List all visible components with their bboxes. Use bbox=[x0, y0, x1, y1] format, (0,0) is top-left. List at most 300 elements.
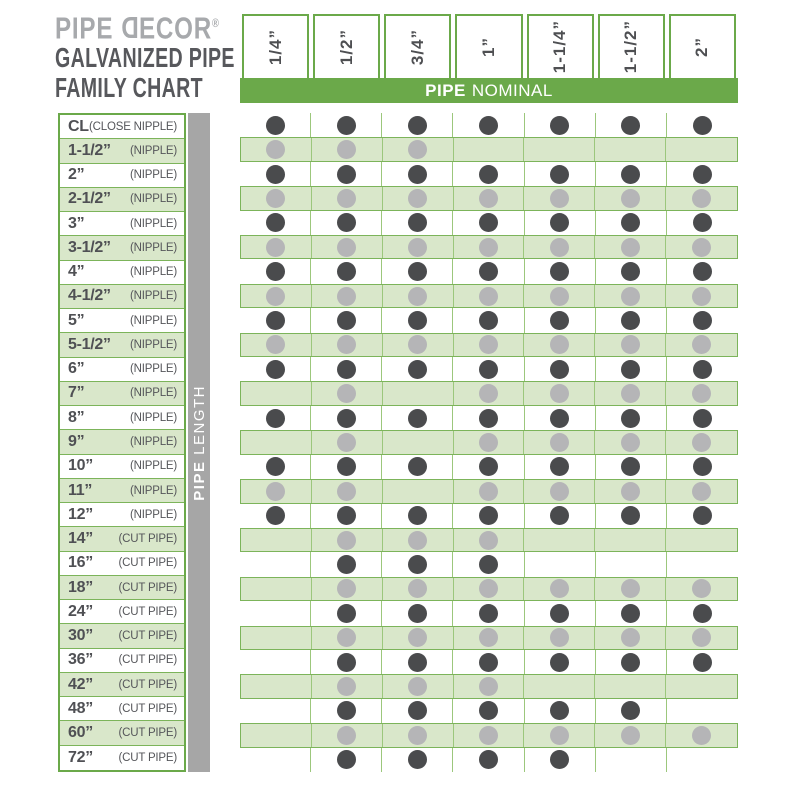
pipe-nominal-column-headers bbox=[240, 14, 738, 78]
dot-cell bbox=[667, 748, 738, 772]
dark-availability-dot bbox=[479, 409, 498, 428]
dot-cell bbox=[311, 113, 382, 137]
dot-cell bbox=[240, 259, 311, 283]
row-kind-label: (NIPPLE) bbox=[130, 266, 177, 279]
dark-availability-dot bbox=[408, 262, 427, 281]
dark-availability-dot bbox=[479, 701, 498, 720]
dot-cell bbox=[383, 675, 454, 697]
light-availability-dot bbox=[408, 531, 427, 550]
dot-cell bbox=[240, 601, 311, 625]
light-availability-dot bbox=[408, 677, 427, 696]
row-kind-label: (NIPPLE) bbox=[130, 217, 177, 230]
dot-cell bbox=[667, 162, 738, 186]
dot-cell bbox=[454, 675, 525, 697]
dark-availability-dot bbox=[266, 506, 285, 525]
dark-availability-dot bbox=[550, 262, 569, 281]
column-header-cell bbox=[313, 14, 380, 78]
dark-availability-dot bbox=[408, 701, 427, 720]
dark-availability-dot bbox=[337, 409, 356, 428]
column-header-cell bbox=[598, 14, 665, 78]
row-length-label: 72” bbox=[68, 748, 93, 766]
dark-availability-dot bbox=[479, 116, 498, 135]
dot-cell bbox=[311, 601, 382, 625]
light-availability-dot bbox=[337, 482, 356, 501]
dot-cell bbox=[667, 699, 738, 723]
light-availability-dot bbox=[479, 238, 498, 257]
row-length-label: 5-1/2” bbox=[68, 335, 111, 353]
row-length-label: 3” bbox=[68, 214, 85, 232]
row-kind-label: (NIPPLE) bbox=[130, 338, 177, 351]
dot-cell bbox=[666, 675, 737, 697]
dot-cell bbox=[525, 552, 596, 576]
dark-availability-dot bbox=[479, 165, 498, 184]
row-kind-label: (NIPPLE) bbox=[130, 169, 177, 182]
dot-cell bbox=[595, 382, 666, 404]
light-availability-dot bbox=[337, 189, 356, 208]
dot-cell bbox=[382, 699, 453, 723]
dot-cell bbox=[382, 455, 453, 479]
dot-cell bbox=[382, 748, 453, 772]
dot-cell bbox=[596, 504, 667, 528]
dot-row bbox=[240, 259, 738, 283]
mirrored-d-glyph: D bbox=[120, 10, 139, 46]
dot-cell bbox=[595, 334, 666, 356]
light-availability-dot bbox=[479, 677, 498, 696]
dot-cell bbox=[383, 529, 454, 551]
dark-availability-dot bbox=[693, 360, 712, 379]
light-availability-dot bbox=[479, 531, 498, 550]
dark-availability-dot bbox=[621, 653, 640, 672]
dark-availability-dot bbox=[337, 213, 356, 232]
row-kind-label: (NIPPLE) bbox=[130, 508, 177, 521]
dot-cell bbox=[524, 236, 595, 258]
dark-availability-dot bbox=[621, 360, 640, 379]
dot-cell bbox=[312, 431, 383, 453]
light-availability-dot bbox=[550, 433, 569, 452]
light-availability-dot bbox=[479, 726, 498, 745]
dot-cell bbox=[454, 480, 525, 502]
dot-cell bbox=[667, 308, 738, 332]
dot-row bbox=[240, 552, 738, 576]
dot-cell bbox=[595, 480, 666, 502]
dot-cell bbox=[241, 627, 312, 649]
dot-cell bbox=[667, 601, 738, 625]
dot-row bbox=[240, 235, 738, 259]
light-availability-dot bbox=[621, 384, 640, 403]
dot-cell bbox=[382, 308, 453, 332]
row-label bbox=[60, 455, 184, 479]
dot-cell bbox=[311, 552, 382, 576]
dot-cell bbox=[666, 285, 737, 307]
dot-cell bbox=[454, 724, 525, 746]
dot-cell bbox=[241, 334, 312, 356]
light-availability-dot bbox=[692, 189, 711, 208]
row-label bbox=[60, 673, 184, 697]
dot-cell bbox=[453, 259, 524, 283]
light-availability-dot bbox=[550, 579, 569, 598]
dark-availability-dot bbox=[479, 360, 498, 379]
dot-cell bbox=[595, 236, 666, 258]
dot-cell bbox=[453, 113, 524, 137]
dot-cell bbox=[524, 285, 595, 307]
dot-cell bbox=[240, 504, 311, 528]
light-availability-dot bbox=[692, 579, 711, 598]
row-kind-label: (NIPPLE) bbox=[130, 193, 177, 206]
row-length-label: 14” bbox=[68, 530, 93, 548]
dot-cell bbox=[311, 162, 382, 186]
dot-cell bbox=[383, 724, 454, 746]
dot-cell bbox=[525, 162, 596, 186]
row-length-label: 12” bbox=[68, 505, 93, 523]
dot-cell bbox=[666, 627, 737, 649]
dot-cell bbox=[524, 138, 595, 160]
dot-cell bbox=[241, 431, 312, 453]
dot-cell bbox=[454, 578, 525, 600]
dot-cell bbox=[524, 627, 595, 649]
row-kind-label: (NIPPLE) bbox=[130, 484, 177, 497]
chart-title-line-2: FAMILY CHART bbox=[55, 72, 203, 104]
dark-availability-dot bbox=[693, 116, 712, 135]
dark-availability-dot bbox=[337, 701, 356, 720]
dot-cell bbox=[312, 187, 383, 209]
row-length-label: 6” bbox=[68, 360, 85, 378]
dot-cell bbox=[666, 382, 737, 404]
dot-cell bbox=[311, 308, 382, 332]
dark-availability-dot bbox=[337, 604, 356, 623]
dark-availability-dot bbox=[550, 653, 569, 672]
light-availability-dot bbox=[266, 287, 285, 306]
light-availability-dot bbox=[479, 335, 498, 354]
light-availability-dot bbox=[692, 238, 711, 257]
chart-title-line-1: GALVANIZED PIPE bbox=[55, 42, 235, 74]
dot-row bbox=[240, 504, 738, 528]
dot-cell bbox=[524, 675, 595, 697]
dark-availability-dot bbox=[337, 165, 356, 184]
dot-cell bbox=[524, 431, 595, 453]
row-label bbox=[60, 721, 184, 745]
dot-cell bbox=[453, 308, 524, 332]
dot-cell bbox=[453, 162, 524, 186]
dot-cell bbox=[312, 529, 383, 551]
dot-row bbox=[240, 211, 738, 235]
dark-availability-dot bbox=[337, 653, 356, 672]
dot-cell bbox=[240, 455, 311, 479]
dot-cell bbox=[454, 285, 525, 307]
row-kind-label: (NIPPLE) bbox=[130, 241, 177, 254]
dot-cell bbox=[383, 236, 454, 258]
column-header-cell bbox=[669, 14, 736, 78]
light-availability-dot bbox=[550, 287, 569, 306]
dot-cell bbox=[311, 259, 382, 283]
dot-cell bbox=[525, 601, 596, 625]
row-label bbox=[60, 115, 184, 139]
row-kind-label: (CUT PIPE) bbox=[118, 702, 177, 715]
row-label bbox=[60, 624, 184, 648]
logo-text-prefix: PIPE bbox=[55, 10, 121, 46]
light-availability-dot bbox=[692, 384, 711, 403]
dot-cell bbox=[454, 431, 525, 453]
dark-availability-dot bbox=[266, 311, 285, 330]
dot-cell bbox=[667, 357, 738, 381]
dark-availability-dot bbox=[479, 262, 498, 281]
light-availability-dot bbox=[408, 287, 427, 306]
row-kind-label: (CUT PIPE) bbox=[118, 630, 177, 643]
dark-availability-dot bbox=[266, 165, 285, 184]
dot-cell bbox=[595, 431, 666, 453]
dot-cell bbox=[525, 357, 596, 381]
light-availability-dot bbox=[337, 238, 356, 257]
column-header-cell bbox=[455, 14, 522, 78]
dot-cell bbox=[667, 552, 738, 576]
dot-row bbox=[240, 479, 738, 503]
dot-cell bbox=[240, 162, 311, 186]
light-availability-dot bbox=[621, 433, 640, 452]
dot-cell bbox=[383, 138, 454, 160]
dot-cell bbox=[312, 480, 383, 502]
column-header-label: 1/2” bbox=[336, 28, 356, 66]
row-length-label: 30” bbox=[68, 627, 93, 645]
light-availability-dot bbox=[550, 335, 569, 354]
light-availability-dot bbox=[692, 433, 711, 452]
dot-cell bbox=[524, 187, 595, 209]
dot-row bbox=[240, 748, 738, 772]
dot-cell bbox=[241, 138, 312, 160]
column-header-label: 1” bbox=[478, 37, 498, 57]
dot-cell bbox=[596, 162, 667, 186]
row-length-label: 4” bbox=[68, 263, 85, 281]
dot-cell bbox=[524, 480, 595, 502]
dot-cell bbox=[383, 627, 454, 649]
row-kind-label: (NIPPLE) bbox=[130, 435, 177, 448]
dot-cell bbox=[454, 187, 525, 209]
dot-cell bbox=[311, 211, 382, 235]
dot-cell bbox=[454, 138, 525, 160]
light-availability-dot bbox=[337, 531, 356, 550]
dot-cell bbox=[241, 529, 312, 551]
light-availability-dot bbox=[550, 482, 569, 501]
dot-cell bbox=[240, 699, 311, 723]
dot-cell bbox=[595, 675, 666, 697]
dark-availability-dot bbox=[550, 360, 569, 379]
light-availability-dot bbox=[621, 482, 640, 501]
dot-cell bbox=[595, 578, 666, 600]
dot-cell bbox=[241, 480, 312, 502]
pipe-length-axis-bar bbox=[188, 113, 210, 772]
row-length-label: 2-1/2” bbox=[68, 190, 111, 208]
dot-cell bbox=[453, 650, 524, 674]
dot-cell bbox=[312, 382, 383, 404]
dark-availability-dot bbox=[550, 701, 569, 720]
light-availability-dot bbox=[479, 579, 498, 598]
row-kind-label: (CUT PIPE) bbox=[118, 727, 177, 740]
dot-row bbox=[240, 455, 738, 479]
pipe-length-label-bold: PIPE bbox=[190, 460, 208, 501]
light-availability-dot bbox=[621, 287, 640, 306]
dot-cell bbox=[240, 650, 311, 674]
dot-cell bbox=[524, 382, 595, 404]
dot-cell bbox=[525, 455, 596, 479]
dark-availability-dot bbox=[408, 457, 427, 476]
dark-availability-dot bbox=[550, 409, 569, 428]
dot-cell bbox=[241, 578, 312, 600]
light-availability-dot bbox=[266, 482, 285, 501]
dark-availability-dot bbox=[266, 457, 285, 476]
row-label bbox=[60, 382, 184, 406]
dot-cell bbox=[595, 285, 666, 307]
light-availability-dot bbox=[550, 189, 569, 208]
row-label bbox=[60, 746, 184, 770]
dot-cell bbox=[312, 675, 383, 697]
row-length-label: 8” bbox=[68, 408, 85, 426]
dot-cell bbox=[453, 601, 524, 625]
dark-availability-dot bbox=[621, 701, 640, 720]
dot-cell bbox=[241, 236, 312, 258]
dark-availability-dot bbox=[408, 750, 427, 769]
light-availability-dot bbox=[337, 287, 356, 306]
row-label bbox=[60, 576, 184, 600]
dark-availability-dot bbox=[337, 457, 356, 476]
dot-cell bbox=[383, 382, 454, 404]
dot-cell bbox=[312, 285, 383, 307]
dot-cell bbox=[311, 504, 382, 528]
dark-availability-dot bbox=[266, 116, 285, 135]
light-availability-dot bbox=[621, 579, 640, 598]
dark-availability-dot bbox=[408, 555, 427, 574]
dot-cell bbox=[596, 699, 667, 723]
dark-availability-dot bbox=[408, 360, 427, 379]
light-availability-dot bbox=[692, 335, 711, 354]
dark-availability-dot bbox=[550, 213, 569, 232]
dot-row bbox=[240, 284, 738, 308]
pipe-nominal-label-bold: PIPE bbox=[425, 80, 466, 100]
dot-cell bbox=[382, 357, 453, 381]
light-availability-dot bbox=[266, 238, 285, 257]
row-length-label: 60” bbox=[68, 724, 93, 742]
dot-row bbox=[240, 186, 738, 210]
dot-cell bbox=[596, 259, 667, 283]
row-length-label: 24” bbox=[68, 602, 93, 620]
light-availability-dot bbox=[550, 628, 569, 647]
dot-cell bbox=[525, 113, 596, 137]
row-label bbox=[60, 285, 184, 309]
dot-cell bbox=[525, 259, 596, 283]
dot-cell bbox=[525, 699, 596, 723]
light-availability-dot bbox=[550, 726, 569, 745]
dark-availability-dot bbox=[621, 409, 640, 428]
light-availability-dot bbox=[621, 726, 640, 745]
row-label bbox=[60, 527, 184, 551]
dot-cell bbox=[525, 211, 596, 235]
dot-cell bbox=[241, 382, 312, 404]
dark-availability-dot bbox=[479, 213, 498, 232]
column-header-cell bbox=[527, 14, 594, 78]
dark-availability-dot bbox=[337, 311, 356, 330]
dot-cell bbox=[596, 308, 667, 332]
dark-availability-dot bbox=[337, 506, 356, 525]
row-length-label: 7” bbox=[68, 384, 85, 402]
dark-availability-dot bbox=[621, 165, 640, 184]
dot-cell bbox=[666, 480, 737, 502]
dot-cell bbox=[241, 675, 312, 697]
dot-cell bbox=[311, 748, 382, 772]
row-kind-label: (NIPPLE) bbox=[130, 460, 177, 473]
dot-cell bbox=[596, 211, 667, 235]
dark-availability-dot bbox=[621, 213, 640, 232]
light-availability-dot bbox=[408, 140, 427, 159]
dark-availability-dot bbox=[550, 165, 569, 184]
dot-cell bbox=[525, 406, 596, 430]
dot-cell bbox=[241, 724, 312, 746]
light-availability-dot bbox=[550, 238, 569, 257]
light-availability-dot bbox=[621, 189, 640, 208]
dot-cell bbox=[240, 552, 311, 576]
light-availability-dot bbox=[408, 189, 427, 208]
row-kind-label: (CUT PIPE) bbox=[118, 581, 177, 594]
dot-cell bbox=[667, 113, 738, 137]
dot-row bbox=[240, 113, 738, 137]
dot-row bbox=[240, 333, 738, 357]
dot-cell bbox=[382, 504, 453, 528]
row-length-label: 5” bbox=[68, 311, 85, 329]
dot-cell bbox=[311, 650, 382, 674]
dark-availability-dot bbox=[693, 262, 712, 281]
dot-cell bbox=[595, 529, 666, 551]
light-availability-dot bbox=[479, 189, 498, 208]
dot-cell bbox=[312, 138, 383, 160]
row-kind-label: (NIPPLE) bbox=[130, 290, 177, 303]
dot-cell bbox=[525, 748, 596, 772]
dark-availability-dot bbox=[408, 409, 427, 428]
dot-row bbox=[240, 528, 738, 552]
dot-cell bbox=[596, 601, 667, 625]
dark-availability-dot bbox=[550, 750, 569, 769]
dot-cell bbox=[383, 431, 454, 453]
dark-availability-dot bbox=[266, 409, 285, 428]
dot-cell bbox=[312, 724, 383, 746]
dark-availability-dot bbox=[693, 213, 712, 232]
row-kind-label: (NIPPLE) bbox=[130, 411, 177, 424]
dot-cell bbox=[454, 627, 525, 649]
light-availability-dot bbox=[408, 579, 427, 598]
dot-cell bbox=[382, 650, 453, 674]
row-length-label: 48” bbox=[68, 699, 93, 717]
dot-cell bbox=[240, 406, 311, 430]
dot-cell bbox=[667, 504, 738, 528]
row-label bbox=[60, 333, 184, 357]
dot-cell bbox=[666, 529, 737, 551]
dot-row bbox=[240, 699, 738, 723]
row-kind-label: (CUT PIPE) bbox=[118, 751, 177, 764]
dark-availability-dot bbox=[337, 262, 356, 281]
dot-cell bbox=[666, 138, 737, 160]
row-length-label: 36” bbox=[68, 651, 93, 669]
pipe-nominal-axis-bar bbox=[240, 78, 738, 103]
dot-cell bbox=[383, 578, 454, 600]
dark-availability-dot bbox=[408, 213, 427, 232]
dot-cell bbox=[382, 552, 453, 576]
light-availability-dot bbox=[337, 628, 356, 647]
dot-cell bbox=[595, 724, 666, 746]
light-availability-dot bbox=[550, 384, 569, 403]
row-length-label: CL bbox=[68, 117, 89, 135]
dot-cell bbox=[240, 308, 311, 332]
row-length-label: 10” bbox=[68, 457, 93, 475]
dot-row bbox=[240, 308, 738, 332]
dark-availability-dot bbox=[621, 116, 640, 135]
dot-cell bbox=[525, 650, 596, 674]
column-header-label: 1-1/4” bbox=[550, 20, 570, 74]
dot-cell bbox=[382, 406, 453, 430]
